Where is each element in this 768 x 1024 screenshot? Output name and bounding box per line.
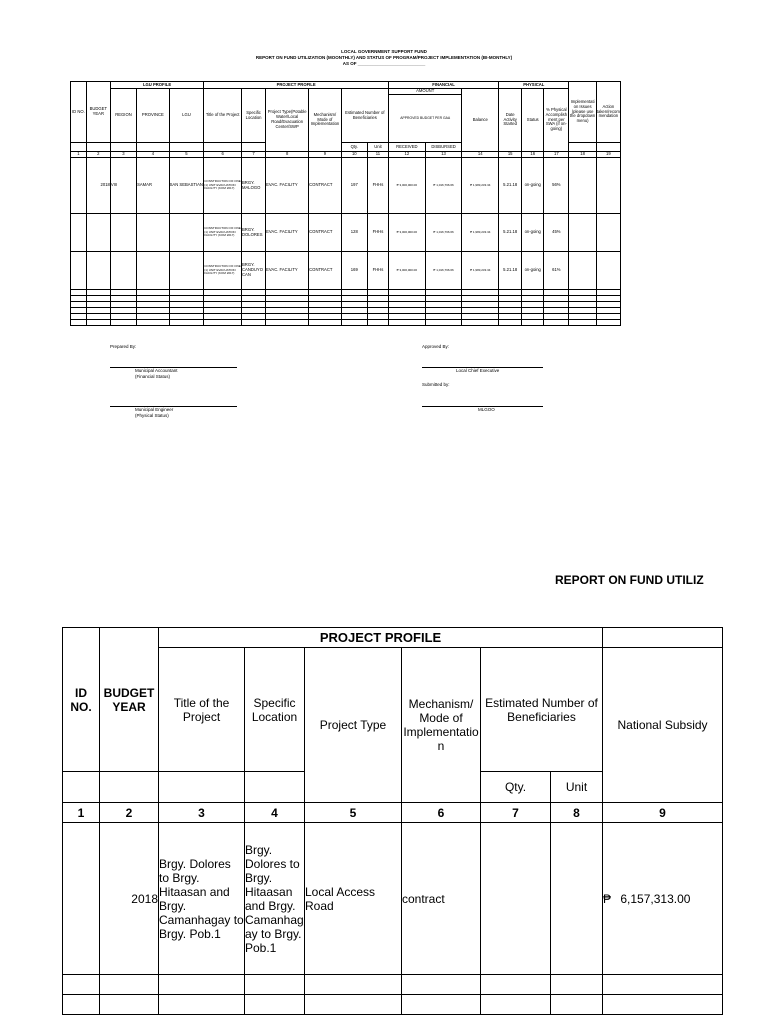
header-budget-year: BUDGET YEAR (86, 82, 110, 143)
col-number: 10 (341, 152, 367, 158)
accountant-label: Municipal Accountant (135, 368, 178, 373)
cell-title: CONSTRUCTION OF ONE (1) UNIT EVACUATION FACILITY (KOM 2017) (204, 158, 242, 214)
cell-approved: ₱ 3,000,000.00 (388, 214, 425, 252)
header-region: REGION (110, 89, 136, 143)
group-amount: AMOUNT (388, 89, 461, 95)
header-approved-budget: APPROVED BUDGET PER GAA (388, 95, 461, 143)
cell-title: CONSTRUCTION OF ONE (1) UNIT EVACUATION FACILITY (KOM 2017) (204, 252, 242, 290)
table-row (71, 158, 621, 214)
prepared-by-label: Prepared By: (110, 344, 137, 349)
cell-status: on-going (522, 252, 544, 290)
cell-mechanism: CONTRACT (309, 158, 342, 214)
empty-row (63, 975, 723, 995)
submitted-by-label: Submitted by: (422, 382, 450, 387)
col-number: 4 (245, 803, 305, 823)
group-lgu-profile: LGU PROFILE (110, 82, 203, 89)
cell-approved: ₱ 3,000,000.00 (388, 252, 425, 290)
col-number: 12 (388, 152, 425, 158)
table-row (71, 252, 621, 290)
header-title: Title of the Project (159, 648, 245, 772)
col-number: 6 (402, 803, 481, 823)
header-id-no: ID NO. (63, 628, 100, 772)
cell-project-type: EVAC. FACILITY (266, 158, 309, 214)
header-balance: Balance (462, 89, 499, 152)
col-number: 11 (367, 152, 388, 158)
cell-approved: ₱ 3,000,000.00 (388, 158, 425, 214)
cell-status: on-going (522, 158, 544, 214)
col-number: 14 (462, 152, 499, 158)
cell-disbursed: ₱ 1,983,233.34 (462, 214, 499, 252)
cell-qty: 128 (341, 214, 367, 252)
fund-utilization-table (70, 81, 621, 326)
report-as-of-line: AS OF ___________________________ (342, 61, 426, 66)
header-budget-year: BUDGET YEAR (100, 628, 159, 772)
approved-by-label: Approved By: (422, 344, 450, 349)
cell-location: BRGY. DOLORES (242, 214, 266, 252)
zoomed-report-title: REPORT ON FUND UTILIZ (555, 573, 704, 587)
col-number: 13 (425, 152, 462, 158)
cell-lgu: SAN SEBASTIAN (169, 158, 204, 214)
header-received: RECEIVED (388, 143, 425, 152)
col-number: 19 (596, 152, 620, 158)
header-lgu: LGU (169, 89, 204, 143)
col-number: 1 (63, 803, 100, 823)
header-location: Specific Location (242, 89, 266, 143)
zoomed-report-section (0, 560, 708, 1024)
table-row (63, 823, 723, 975)
table-row (71, 214, 621, 252)
header-action: Action taken/recommendation (596, 82, 620, 143)
report-title-line-2: REPORT ON FUND UTILIZATION (MOONTHLY) AND STATUS OF PROGRAM/PROJECT IMPLEMENTATION (BI-MONTHLY) (255, 55, 513, 60)
col-number: 8 (266, 152, 309, 158)
lce-label: Local Chief Executive (456, 368, 500, 373)
header-issues: Implementation Issues (please use the dropdown menu) (569, 82, 596, 143)
header-mechanism: Mechanism/ Mode of Implementation (309, 89, 342, 152)
header-title: Title of the Project (204, 89, 242, 143)
cell-received: ₱ 1,016,766.66 (425, 214, 462, 252)
header-location: Specific Location (245, 648, 305, 772)
report-title-line-1: LOCAL GOVERNMENT SUPPORT FUND (341, 49, 427, 54)
col-number: 3 (110, 152, 136, 158)
cell-region (110, 214, 136, 252)
cell-national-subsidy (603, 823, 723, 975)
col-number: 8 (551, 803, 603, 823)
engineer-note: (Physical Status) (135, 413, 169, 418)
cell-date: 5.21.18 (499, 214, 522, 252)
header-date-started: Date Activity Started (499, 89, 522, 152)
cell-date: 5.21.18 (499, 252, 522, 290)
col-number: 5 (305, 803, 402, 823)
cell-mechanism: CONTRACT (309, 252, 342, 290)
cell-pct: 56% (544, 158, 569, 214)
cell-lgu (169, 252, 204, 290)
cell-project-type: EVAC. FACILITY (266, 252, 309, 290)
cell-unit: FHHs (367, 158, 388, 214)
header-province: PROVINCE (137, 89, 170, 143)
cell-date: 5.21.18 (499, 158, 522, 214)
group-project-profile: PROJECT PROFILE (159, 628, 603, 648)
col-number: 2 (100, 803, 159, 823)
cell-region (110, 252, 136, 290)
col-number: 9 (309, 152, 342, 158)
col-number: 7 (242, 152, 266, 158)
cell-title: Brgy. Dolores to Brgy. Hitaasan and Brgy. Camanhagay to Brgy. Pob.1 (159, 823, 245, 975)
cell-mechanism: contract (402, 823, 481, 975)
header-beneficiaries: Estimated Number of Beneficiaries (481, 648, 603, 772)
col-number: 7 (481, 803, 551, 823)
header-id-no: ID NO. (71, 82, 87, 143)
cell-disbursed: ₱ 1,983,233.34 (462, 252, 499, 290)
cell-disbursed: ₱ 1,983,233.34 (462, 158, 499, 214)
cell-province (137, 252, 170, 290)
header-unit: Unit (551, 772, 603, 803)
cell-status: on-going (522, 214, 544, 252)
group-physical: PHYSICAL (499, 82, 569, 89)
col-number: 15 (499, 152, 522, 158)
project-profile-table (62, 627, 723, 1015)
cell-location: Brgy. Dolores to Brgy. Hitaasan and Brgy. Camanhagay to Brgy. Pob.1 (245, 823, 305, 975)
col-number: 2 (86, 152, 110, 158)
engineer-label: Municipal Engineer (135, 407, 174, 412)
cell-location: BRGY. CANDUYO CAN (242, 252, 266, 290)
cell-budget-year (86, 214, 110, 252)
header-project-type: Project Type(Potable Water/Local Road/Evacuation Center/SWP (266, 89, 309, 152)
mlgoo-label: MLGOO (478, 407, 495, 412)
cell-pct: 45% (544, 214, 569, 252)
cell-budget-year (86, 252, 110, 290)
header-national-subsidy: National Subsidy (603, 648, 723, 803)
col-number: 16 (522, 152, 544, 158)
cell-pct: 61% (544, 252, 569, 290)
col-number: 5 (169, 152, 204, 158)
header-disbursed: DISBURSED (425, 143, 462, 152)
cell-unit: FHHs (367, 252, 388, 290)
cell-project-type: Local Access Road (305, 823, 402, 975)
col-number: 3 (159, 803, 245, 823)
col-number: 17 (544, 152, 569, 158)
cell-received: ₱ 1,016,766.66 (425, 158, 462, 214)
header-qty: Qty. (341, 143, 367, 152)
col-number: 4 (137, 152, 170, 158)
col-number: 9 (603, 803, 723, 823)
peso-symbol: ₱ (603, 891, 612, 906)
header-qty: Qty. (481, 772, 551, 803)
accountant-note: (Financial Status) (135, 374, 171, 379)
cell-title: CONSTRUCTION OF ONE (1) UNIT EVACUATION FACILITY (KOM 2017) (204, 214, 242, 252)
header-project-type: Project Type (305, 648, 402, 803)
empty-row (63, 995, 723, 1015)
empty-row (71, 320, 621, 326)
header-unit: Unit (367, 143, 388, 152)
cell-budget-year: 2018 (86, 158, 110, 214)
header-physical-pct: % Physical Accomplishment per SWA (if on-going) (544, 89, 569, 152)
subsidy-amount: 6,157,313.00 (620, 891, 691, 906)
cell-received: ₱ 1,016,766.66 (425, 252, 462, 290)
header-mechanism: Mechanism/ Mode of Implementation (402, 648, 481, 803)
cell-project-type: EVAC. FACILITY (266, 214, 309, 252)
cell-unit: FHHs (367, 214, 388, 252)
cell-qty: 197 (341, 158, 367, 214)
col-number: 18 (569, 152, 596, 158)
engineer-signature-line (110, 406, 237, 407)
group-financial: FINANCIAL (388, 82, 498, 89)
cell-region: VIII (110, 158, 136, 214)
cell-province: SAMAR (137, 158, 170, 214)
cell-province (137, 214, 170, 252)
cell-location: BRGY. MALOGO (242, 158, 266, 214)
cell-mechanism: CONTRACT (309, 214, 342, 252)
group-project-profile: PROJECT PROFILE (204, 82, 389, 89)
header-status: Status (522, 89, 544, 152)
col-number: 6 (204, 152, 242, 158)
header-beneficiaries: Estimated Number of Beneficiaries (341, 89, 388, 143)
cell-budget-year: 2018 (100, 823, 159, 975)
col-number: 1 (71, 152, 87, 158)
cell-lgu (169, 214, 204, 252)
cell-qty: 169 (341, 252, 367, 290)
